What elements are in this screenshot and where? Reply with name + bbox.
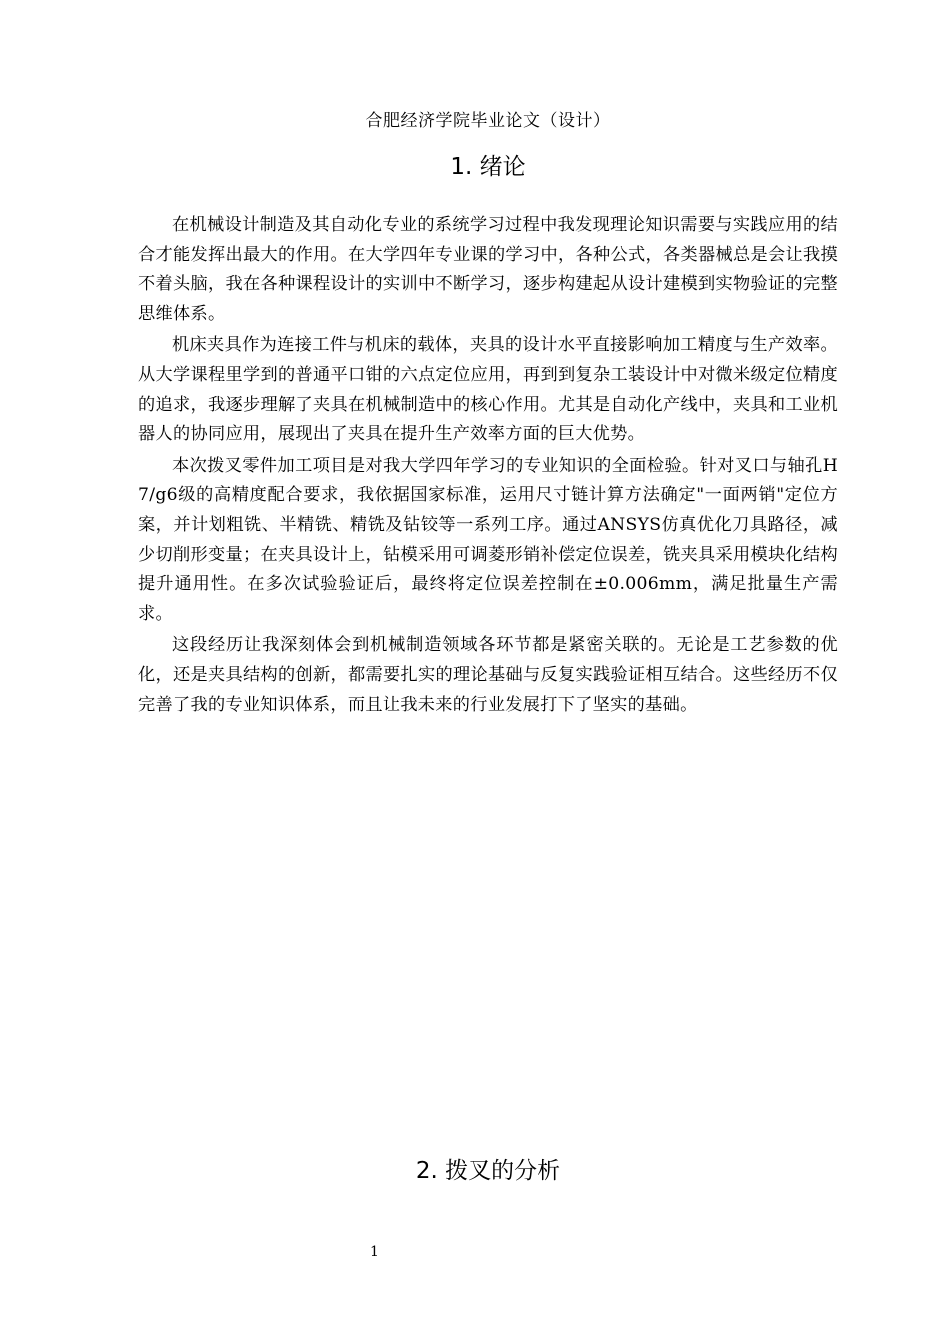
page-header: 合肥经济学院毕业论文（设计） xyxy=(365,111,611,131)
section-body-introduction xyxy=(138,211,838,722)
paragraph: 这段经历让我深刻体会到机械制造领域各环节都是紧密关联的。无论是工艺参数的优化，还是夹具结构的创新，都需要扎实的理论基础与反复实践验证相互结合。这些经历不仅完善了我的专业知识体系，而且让我未来的行业发展打下了坚实的基础。 xyxy=(138,635,838,715)
paragraph: 机床夹具作为连接工件与机床的载体，夹具的设计水平直接影响加工精度与生产效率。从大学课程里学到的普通平口钳的六点定位应用，再到到复杂工装设计中对微米级定位精度的追求，我逐步理解了夹具在机械制造中的核心作用。尤其是自动化产线中，夹具和工业机器人的协同应用，展现出了夹具在提升生产效率方面的巨大优势。 xyxy=(138,335,838,445)
section-title-fork-analysis: 2. 拨叉的分析 xyxy=(415,1158,561,1184)
paragraph: 在机械设计制造及其自动化专业的系统学习过程中我发现理论知识需要与实践应用的结合才能发挥出最大的作用。在大学四年专业课的学习中，各种公式，各类器械总是会让我摸不着头脑，我在各种课程设计的实训中不断学习，逐步构建起从设计建模到实物验证的完整思维体系。 xyxy=(138,215,838,324)
section-title-introduction: 1. 绪论 xyxy=(450,154,526,180)
paragraph: 本次拨叉零件加工项目是对我大学四年学习的专业知识的全面检验。针对叉口与轴孔H7/g6级的高精度配合要求，我依据国家标准，运用尺寸链计算方法确定"一面两销"定位方案，并计划粗铣、半精铣、精铣及钻铰等一系列工序。通过ANSYS仿真优化刀具路径，减少切削形变量；在夹具设计上，钻模采用可调菱形销补偿定位误差，铣夹具采用模块化结构提升通用性。在多次试验验证后，最终将定位误差控制在±0.006mm，满足批量生产需求。 xyxy=(138,455,838,624)
page-number: 1 xyxy=(370,1244,379,1260)
